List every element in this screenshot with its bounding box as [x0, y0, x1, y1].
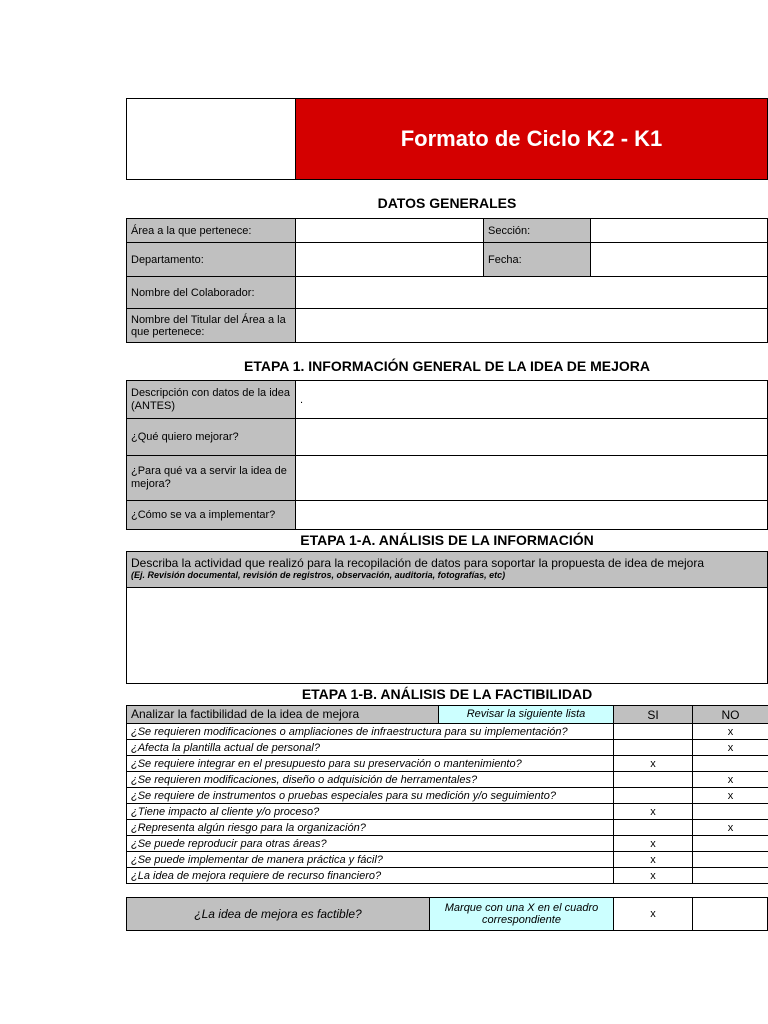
analizar-label: Analizar la factibilidad de la idea de mejora	[127, 706, 439, 723]
colaborador-field[interactable]	[295, 276, 768, 309]
como-field[interactable]	[295, 500, 768, 530]
fecha-label: Fecha:	[483, 242, 591, 277]
si-checkbox-cell[interactable]: x	[614, 868, 693, 884]
factibilidad-question: ¿Representa algún riesgo para la organización?	[127, 820, 614, 836]
factibilidad-row	[127, 740, 768, 756]
etapa1a-instruction-box	[126, 551, 768, 588]
area-field[interactable]	[295, 218, 484, 243]
factibilidad-question: ¿La idea de mejora requiere de recurso financiero?	[127, 868, 614, 884]
si-checkbox-cell[interactable]	[614, 788, 693, 804]
etapa1b-heading: ETAPA 1-B. ANÁLISIS DE LA FACTIBILIDAD	[301, 686, 593, 702]
para-que-label: ¿Para qué va a servir la idea de mejora?	[126, 455, 296, 501]
no-checkbox-cell[interactable]	[693, 756, 768, 772]
factibilidad-question: ¿Se requieren modificaciones, diseño o adquisición de herramentales?	[127, 772, 614, 788]
factibilidad-row	[127, 836, 768, 852]
factibilidad-row	[127, 756, 768, 772]
factibilidad-row	[127, 820, 768, 836]
si-checkbox-cell[interactable]: x	[614, 756, 693, 772]
colaborador-label: Nombre del Colaborador:	[126, 276, 296, 309]
seccion-field[interactable]	[590, 218, 768, 243]
si-checkbox-cell[interactable]	[614, 820, 693, 836]
para-que-field[interactable]	[295, 455, 768, 501]
si-checkbox-cell[interactable]: x	[614, 852, 693, 868]
si-checkbox-cell[interactable]	[614, 772, 693, 788]
factibilidad-row	[127, 804, 768, 820]
si-checkbox-cell[interactable]	[614, 740, 693, 756]
factibilidad-question: ¿Tiene impacto al cliente y/o proceso?	[127, 804, 614, 820]
seccion-label: Sección:	[483, 218, 591, 243]
factible-row	[126, 897, 768, 931]
factibilidad-table	[126, 705, 768, 884]
que-mejorar-field[interactable]	[295, 418, 768, 456]
no-checkbox-cell[interactable]: x	[693, 788, 768, 804]
factibilidad-question: ¿Se puede implementar de manera práctica y fácil?	[127, 852, 614, 868]
title-banner	[126, 98, 768, 180]
como-label: ¿Cómo se va a implementar?	[126, 500, 296, 530]
factibilidad-row	[127, 772, 768, 788]
datos-generales-heading: DATOS GENERALES	[377, 195, 517, 211]
title-box	[296, 99, 767, 179]
factibilidad-question: ¿Se requiere de instrumentos o pruebas especiales para su medición y/o seguimiento?	[127, 788, 614, 804]
no-checkbox-cell[interactable]	[693, 868, 768, 884]
no-checkbox-cell[interactable]: x	[693, 740, 768, 756]
factibilidad-row	[127, 724, 768, 740]
revisar-label: Revisar la siguiente lista	[439, 706, 613, 723]
etapa1a-heading: ETAPA 1-A. ANÁLISIS DE LA INFORMACIÓN	[300, 532, 594, 548]
si-checkbox-cell[interactable]	[614, 724, 693, 740]
factibilidad-question: ¿Se puede reproducir para otras áreas?	[127, 836, 614, 852]
no-header: NO	[693, 706, 768, 724]
factibilidad-row	[127, 788, 768, 804]
descripcion-label: Descripción con datos de la idea (ANTES)	[126, 380, 296, 419]
si-checkbox-cell[interactable]: x	[614, 836, 693, 852]
titular-label: Nombre del Titular del Área a la que pertenece:	[126, 308, 296, 343]
factibilidad-header-row	[127, 706, 768, 724]
descripcion-field[interactable]: .	[295, 380, 768, 419]
fecha-field[interactable]	[590, 242, 768, 277]
no-checkbox-cell[interactable]	[693, 836, 768, 852]
no-checkbox-cell[interactable]	[693, 852, 768, 868]
etapa1a-example: (Ej. Revisión documental, revisión de registros, observación, auditoria, fotografías, etc)	[131, 570, 506, 580]
no-checkbox-cell[interactable]: x	[693, 772, 768, 788]
etapa1-heading: ETAPA 1. INFORMACIÓN GENERAL DE LA IDEA DE MEJORA	[243, 358, 651, 374]
si-header: SI	[614, 706, 693, 724]
factible-no-cell[interactable]	[692, 897, 768, 931]
titular-field[interactable]	[295, 308, 768, 343]
departamento-field[interactable]	[295, 242, 484, 277]
factibilidad-row	[127, 868, 768, 884]
no-checkbox-cell[interactable]	[693, 804, 768, 820]
no-checkbox-cell[interactable]: x	[693, 820, 768, 836]
factibilidad-question: ¿Afecta la plantilla actual de personal?	[127, 740, 614, 756]
factibilidad-question: ¿Se requieren modificaciones o ampliaciones de infraestructura para su implementación?	[127, 724, 614, 740]
factibilidad-row	[127, 852, 768, 868]
logo-box	[127, 99, 296, 179]
etapa1a-response-field[interactable]	[126, 587, 768, 684]
no-checkbox-cell[interactable]: x	[693, 724, 768, 740]
page-title: Formato de Ciclo K2 - K1	[400, 126, 663, 151]
factible-si-cell[interactable]: x	[613, 897, 693, 931]
factibilidad-question: ¿Se requiere integrar en el presupuesto para su preservación o mantenimiento?	[127, 756, 614, 772]
departamento-label: Departamento:	[126, 242, 296, 277]
si-checkbox-cell[interactable]: x	[614, 804, 693, 820]
etapa1a-instruction: Describa la actividad que realizó para la recopilación de datos para soportar la propuesta de idea de mejora	[131, 556, 705, 570]
que-mejorar-label: ¿Qué quiero mejorar?	[126, 418, 296, 456]
area-label: Área a la que pertenece:	[126, 218, 296, 243]
marque-label: Marque con una X en el cuadro correspondiente	[429, 897, 614, 931]
factible-question: ¿La idea de mejora es factible?	[126, 897, 430, 931]
